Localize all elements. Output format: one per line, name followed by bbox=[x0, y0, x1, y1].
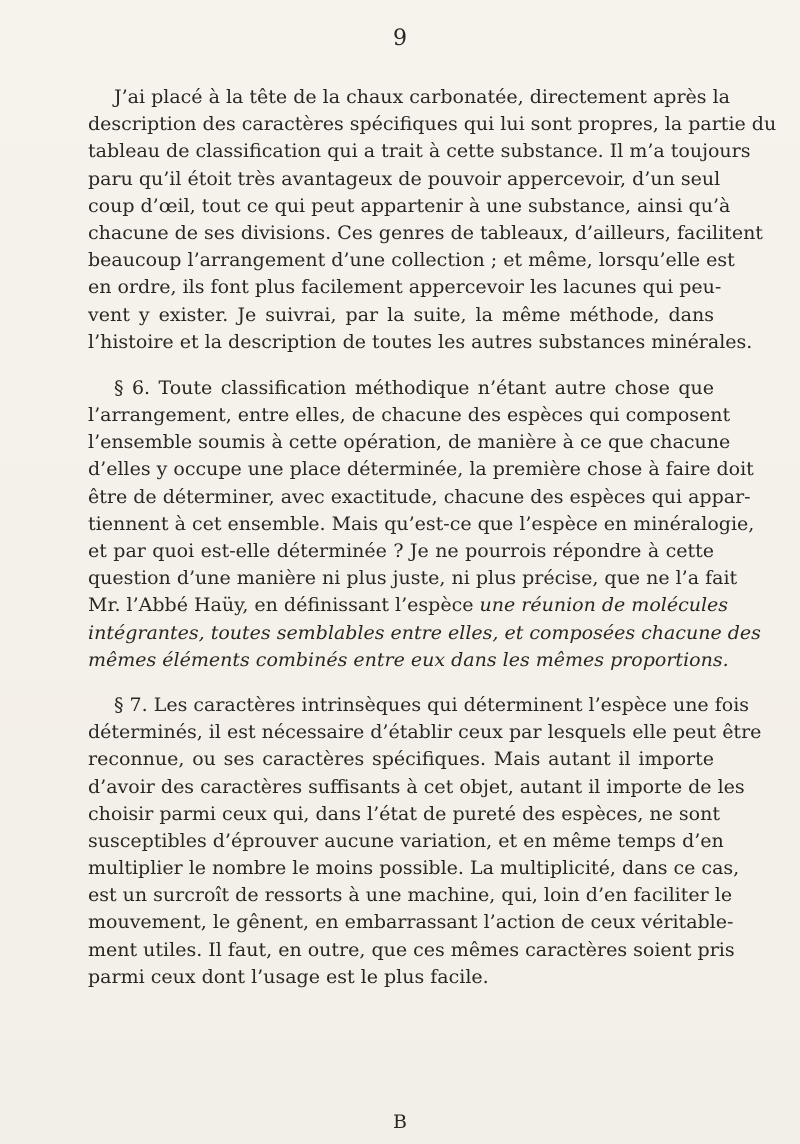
text-line-mixed bbox=[88, 592, 729, 619]
text-line: parmi ceux dont l’usage est le plus facile. bbox=[88, 965, 489, 988]
text-line: tiennent à cet ensemble. Mais qu’est-ce que l’espèce en minéralogie, bbox=[88, 512, 755, 535]
body-text bbox=[88, 84, 777, 991]
text-line: être de déterminer, avec exactitude, chacune des espèces qui appar- bbox=[88, 485, 751, 508]
text-line: l’arrangement, entre elles, de chacune des espèces qui composent bbox=[88, 404, 731, 427]
paragraph-section-7 bbox=[88, 692, 762, 991]
text-run: Mr. l’Abbé Haüy, en définissant l’espèce bbox=[88, 594, 474, 617]
text-line: d’elles y occupe une place déterminée, la première chose à faire doit bbox=[88, 458, 754, 481]
paragraph-spacer bbox=[88, 356, 714, 375]
text-line: § 7. Les caractères intrinsèques qui déterminent l’espèce une fois bbox=[114, 693, 750, 716]
text-line: en ordre, ils font plus facilement appercevoir les lacunes qui peu- bbox=[88, 276, 722, 299]
paragraph-section-6 bbox=[88, 375, 761, 674]
italic-definition: mêmes éléments combinés entre eux dans les mêmes proportions. bbox=[88, 648, 729, 671]
text-line: susceptibles d’éprouver aucune variation, et en même temps d’en bbox=[88, 829, 724, 852]
text-line: description des caractères spécifiques qui lui sont propres, la partie du bbox=[88, 113, 777, 136]
text-line: chacune de ses divisions. Ces genres de tableaux, d’ailleurs, facilitent bbox=[88, 221, 763, 244]
text-line: est un surcroît de ressorts à une machine, qui, loin d’en faciliter le bbox=[88, 884, 733, 907]
text-line: J’ai placé à la tête de la chaux carbonatée, directement après la bbox=[114, 86, 730, 108]
text-line: tableau de classification qui a trait à cette substance. Il m’a toujours bbox=[88, 140, 751, 163]
text-line: multiplier le nombre le moins possible. La multiplicité, dans ce cas, bbox=[88, 857, 740, 880]
text-line: l’ensemble soumis à cette opération, de manière à ce que chacune bbox=[88, 431, 731, 454]
text-line: question d’une manière ni plus juste, ni plus précise, que ne l’a fait bbox=[88, 567, 738, 590]
text-line: d’avoir des caractères suffisants à cet objet, autant il importe de les bbox=[88, 775, 745, 798]
paragraph-1 bbox=[88, 84, 777, 356]
text-line: paru qu’il étoit très avantageux de pouvoir appercevoir, d’un seul bbox=[88, 167, 721, 190]
text-line: coup d’œil, tout ce qui peut appartenir à une substance, ainsi qu’à bbox=[88, 194, 731, 217]
text-line: § 6. Toute classification méthodique n’étant autre chose que bbox=[114, 376, 714, 399]
text-line: vent y exister. Je suivrai, par la suite, la même méthode, dans bbox=[88, 303, 714, 326]
italic-definition: intégrantes, toutes semblables entre elles, et composées chacune des bbox=[88, 621, 761, 644]
italic-definition: une réunion de molécules bbox=[479, 594, 729, 617]
paragraph-spacer bbox=[88, 674, 714, 692]
text-line: reconnue, ou ses caractères spécifiques. Mais autant il importe bbox=[88, 748, 714, 771]
text-line: ment utiles. Il faut, en outre, que ces mêmes caractères soient pris bbox=[88, 938, 735, 961]
text-line: déterminés, il est nécessaire d’établir ceux par lesquels elle peut être bbox=[88, 721, 762, 744]
italic-text-line bbox=[88, 647, 729, 674]
text-line: mouvement, le gênent, en embarrassant l’action de ceux véritable- bbox=[88, 911, 734, 934]
text-line: choisir parmi ceux qui, dans l’état de pureté des espèces, ne sont bbox=[88, 802, 720, 825]
italic-text-line bbox=[88, 620, 761, 647]
text-line: et par quoi est-elle déterminée ? Je ne pourrois répondre à cette bbox=[88, 540, 714, 562]
text-line: l’histoire et la description de toutes les autres substances minérales. bbox=[88, 330, 753, 353]
page-number: 9 bbox=[393, 26, 407, 51]
text-line: beaucoup l’arrangement d’une collection ; et même, lorsqu’elle est bbox=[88, 249, 735, 272]
signature-mark: B bbox=[393, 1111, 407, 1133]
